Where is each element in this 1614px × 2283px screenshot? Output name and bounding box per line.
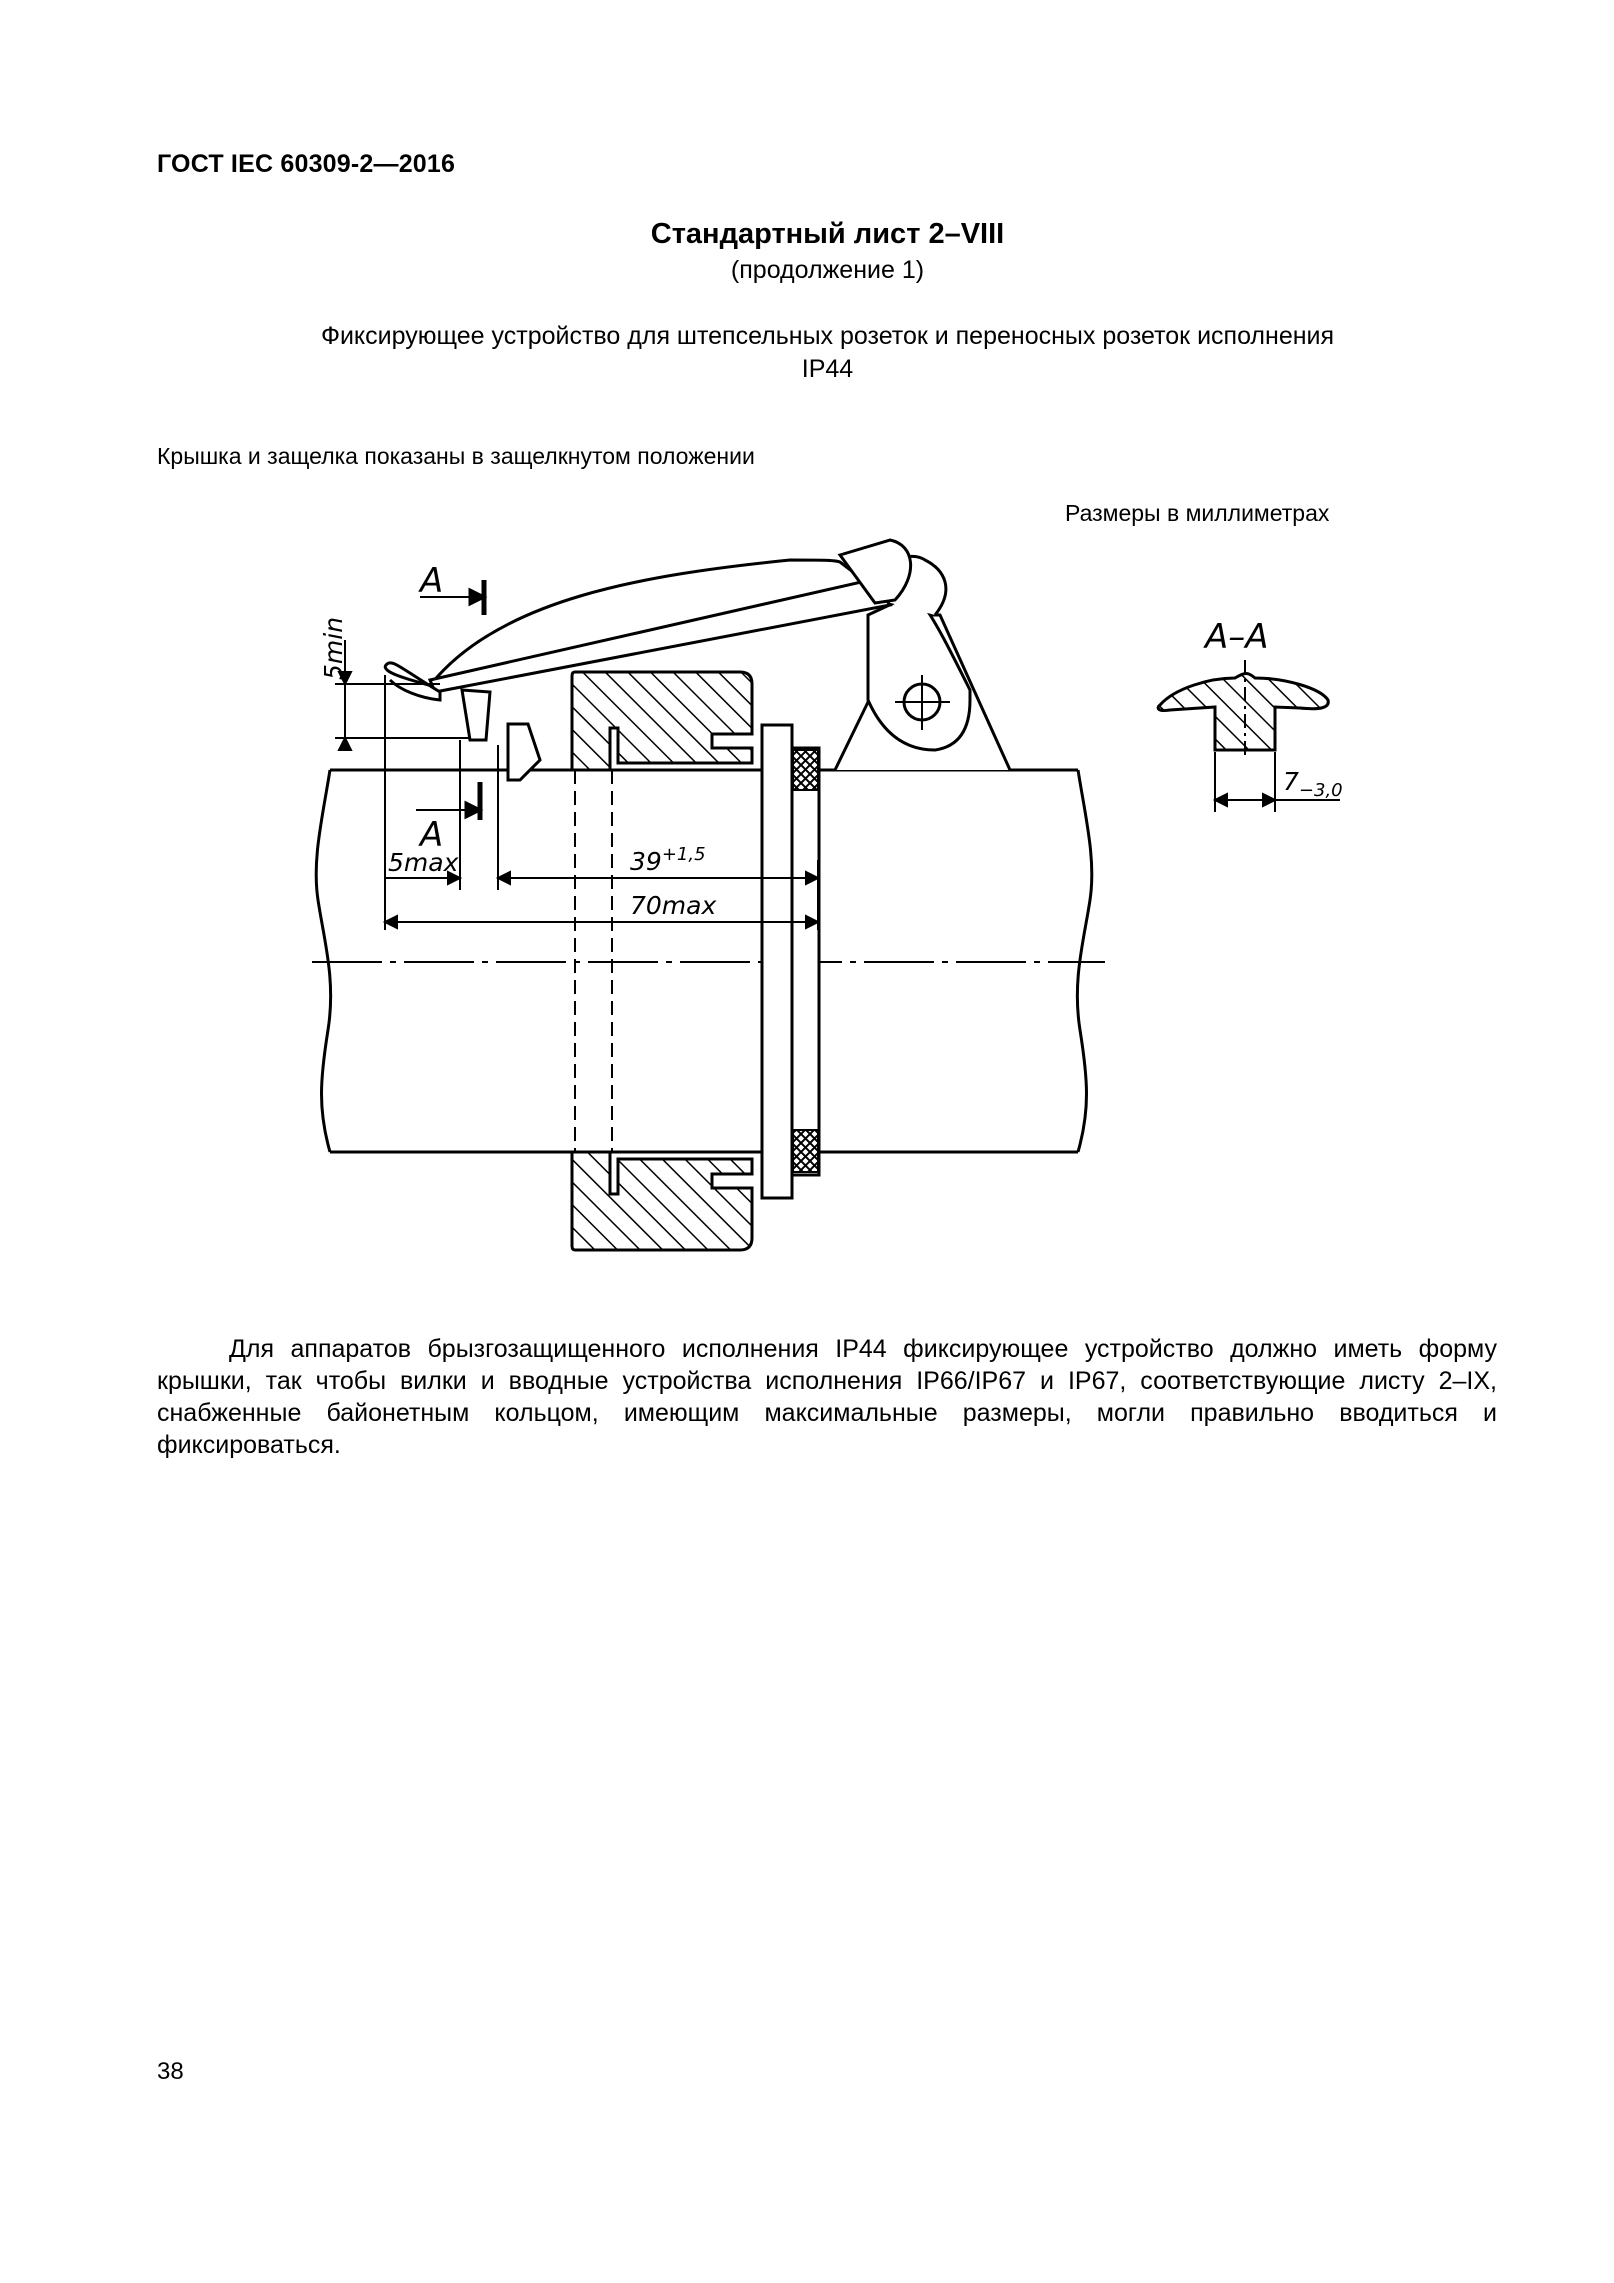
- lid: [430, 540, 911, 692]
- flange-plate: [762, 725, 792, 1198]
- dim-70max: [385, 916, 818, 928]
- dim-5min-label: 5min: [319, 616, 348, 680]
- drawing-note: Крышка и защелка показаны в защелкнутом положении: [157, 443, 755, 469]
- document-code: ГОСТ IEC 60309-2—2016: [157, 150, 456, 178]
- dim-70max-label: 70max: [630, 891, 717, 920]
- dim-7-label: $7_{-3,0}$: [1283, 767, 1343, 801]
- section-mark-top: A: [420, 561, 444, 601]
- dim-39-label: $39^{+1,5}$: [630, 844, 706, 876]
- sheet-description: Фиксирующее устройство для штепсельных розеток и переносных розеток исполнения IP44: [320, 322, 1335, 383]
- ring-section-bottom: [572, 1152, 752, 1250]
- dim-5min: [335, 640, 470, 750]
- section-mark-bottom: A: [420, 815, 444, 855]
- dim-5max-label: 5max: [388, 848, 459, 877]
- sheet-title: Стандартный лист 2–VIII: [650, 218, 1005, 250]
- section-detail: [1158, 660, 1328, 760]
- body-paragraph: Для аппаратов брызгозащищенного исполнения IP44 фиксирующее устройство должно иметь форму крышки, так чтобы вилки и вводные устройства исполнения IP66/IP67 и IP67, соответствующие листу 2–IX, снабженные байонетным кольцом, имеющим максимальные размеры, могли правильно вводиться и фиксироваться.: [157, 1335, 1497, 1459]
- ring-section-top: [572, 672, 752, 770]
- sheet-subtitle: (продолжение 1): [730, 256, 925, 284]
- section-title: A–A: [1205, 617, 1269, 657]
- page-number: 38: [157, 2058, 184, 2085]
- units-note: Размеры в миллиметрах: [1065, 500, 1330, 526]
- gasket: [792, 748, 819, 1175]
